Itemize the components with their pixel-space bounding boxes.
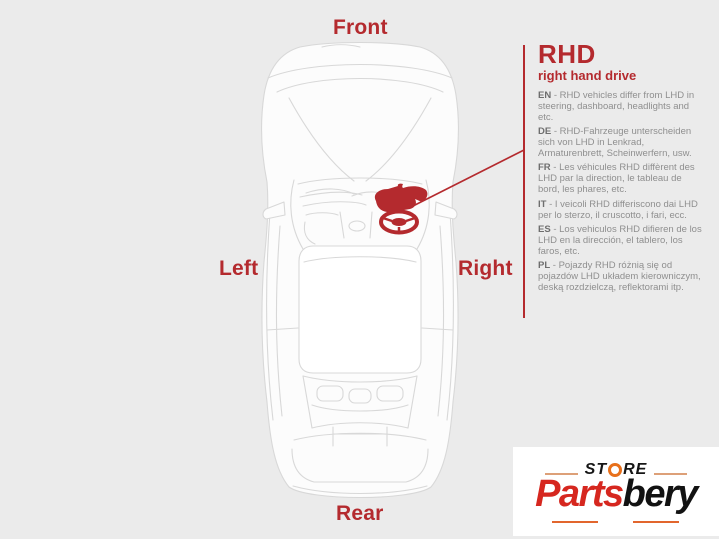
lang-text: Los vehiculos RHD difieren de los LHD en la dirección, el tablero, los faros, etc. — [538, 223, 702, 257]
logo-underline-right — [633, 521, 679, 523]
label-right: Right — [458, 257, 513, 280]
partsbery-logo — [513, 447, 719, 536]
lang-code: PL — [538, 260, 551, 272]
lang-code: FR — [538, 162, 551, 174]
panel-subtitle: right hand drive — [538, 68, 637, 83]
lang-entry-pl: PL - Pojazdy RHD różnią się od pojazdów LHD układem kierowniczym, deską rozdzielczą, reflektorami itp. — [538, 260, 701, 293]
lang-text: RHD-Fahrzeuge unterscheiden sich von LHD in Lenkrad, Armaturenbrett, Scheinwerfern, usw. — [538, 126, 692, 160]
rhd-info-panel — [524, 39, 705, 297]
label-rear: Rear — [336, 502, 384, 525]
lang-text: Pojazdy RHD różnią się od pojazdów LHD układem kierowniczym, deską rozdzielczą, reflektorami itp. — [538, 260, 701, 293]
lang-entry-es: ES - Los vehiculos RHD difieren de los LHD en la dirección, el tablero, los faros, etc. — [538, 223, 702, 257]
lang-entry-fr: FR - Les véhicules RHD diffèrent des LHD par la direction, le tableau de bord, les phares, etc. — [538, 162, 695, 196]
lang-entry-de: DE - RHD-Fahrzeuge unterscheiden sich von LHD in Lenkrad, Armaturenbrett, Scheinwerfern, usw. — [538, 126, 692, 160]
lang-text: Les véhicules RHD diffèrent des LHD par la direction, le tableau de bord, les phares, etc. — [538, 162, 695, 196]
car-outline — [262, 43, 459, 498]
lang-code: ES — [538, 223, 551, 235]
lang-text: I veicoli RHD differiscono dai LHD per lo sterzo, il cruscotto, i fari, ecc. — [538, 198, 698, 221]
lang-code: EN — [538, 90, 552, 101]
lang-text: RHD vehicles differ from LHD in steering, dashboard, headlights and etc. — [538, 90, 695, 123]
lang-code: IT — [538, 198, 547, 210]
store-label: ST RE — [584, 461, 648, 478]
panel-title: RHD — [538, 39, 596, 69]
lang-entry-en: EN - RHD vehicles differ from LHD in steering, dashboard, headlights and etc. — [538, 90, 695, 123]
label-left: Left — [219, 257, 259, 280]
logo-underline-left — [552, 521, 598, 523]
label-front: Front — [333, 16, 388, 39]
brand-wordmark: Partsbery — [535, 473, 697, 515]
lang-entry-it: IT - I veicoli RHD differiscono dai LHD per lo sterzo, il cruscotto, i fari, ecc. — [538, 198, 698, 221]
lang-code: DE — [538, 126, 552, 138]
